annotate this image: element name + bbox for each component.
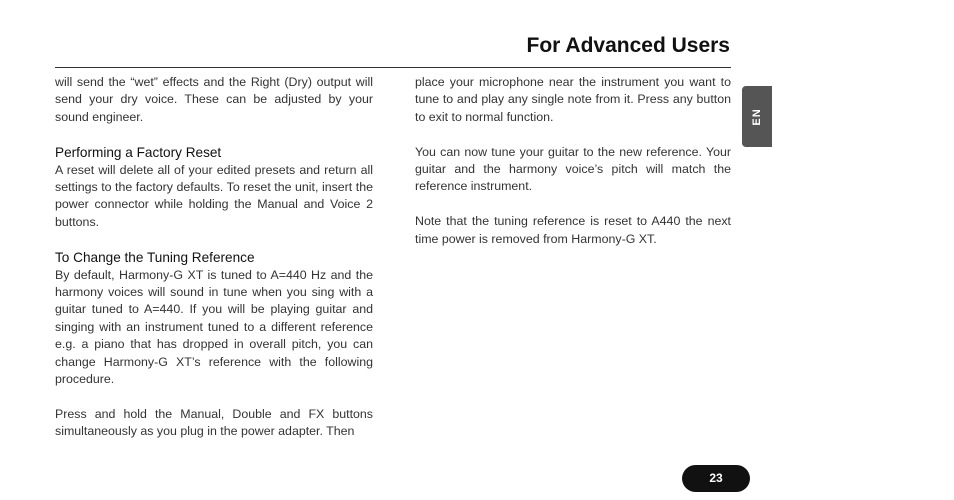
page-number: 23 bbox=[682, 465, 750, 492]
reset-note-paragraph: Note that the tuning reference is reset to A440 the next time power is removed from Harmony-G XT. bbox=[415, 214, 731, 246]
factory-reset-heading: Performing a Factory Reset bbox=[55, 144, 222, 160]
page-title: For Advanced Users bbox=[526, 34, 730, 57]
language-label: EN bbox=[751, 107, 763, 126]
header-rule bbox=[55, 67, 731, 68]
intro-paragraph: will send the “wet” effects and the Right (Dry) output will send your dry voice. These can be adjusted by your sound engineer. bbox=[55, 75, 373, 124]
tune-guitar-paragraph: You can now tune your guitar to the new reference. Your guitar and the harmony voice’s pitch will match the reference instrument. bbox=[415, 144, 731, 194]
right-column bbox=[415, 74, 731, 265]
language-tab bbox=[742, 86, 772, 147]
factory-reset-paragraph: A reset will delete all of your edited presets and return all settings to the factory defaults. To reset the unit, insert the power connector while holding the Manual and Voice 2 buttons. bbox=[55, 162, 373, 229]
microphone-paragraph: place your microphone near the instrument you want to tune to and play any single note from it. Press any button to exit to normal function. bbox=[415, 75, 731, 124]
tuning-reference-paragraph: By default, Harmony-G XT is tuned to A=440 Hz and the harmony voices will sound in tune when you sing with a guitar tuned to A=440. If you will be playing guitar and singing with an instrument tuned to a different reference e.g. a piano that has dropped in overall pitch, you can change Harmony-G XT’s reference with the following procedure. bbox=[55, 267, 373, 387]
left-column bbox=[55, 74, 373, 458]
tuning-reference-heading: To Change the Tuning Reference bbox=[55, 249, 255, 265]
tuning-procedure-paragraph: Press and hold the Manual, Double and FX buttons simultaneously as you plug in the power adapter. Then bbox=[55, 406, 373, 439]
